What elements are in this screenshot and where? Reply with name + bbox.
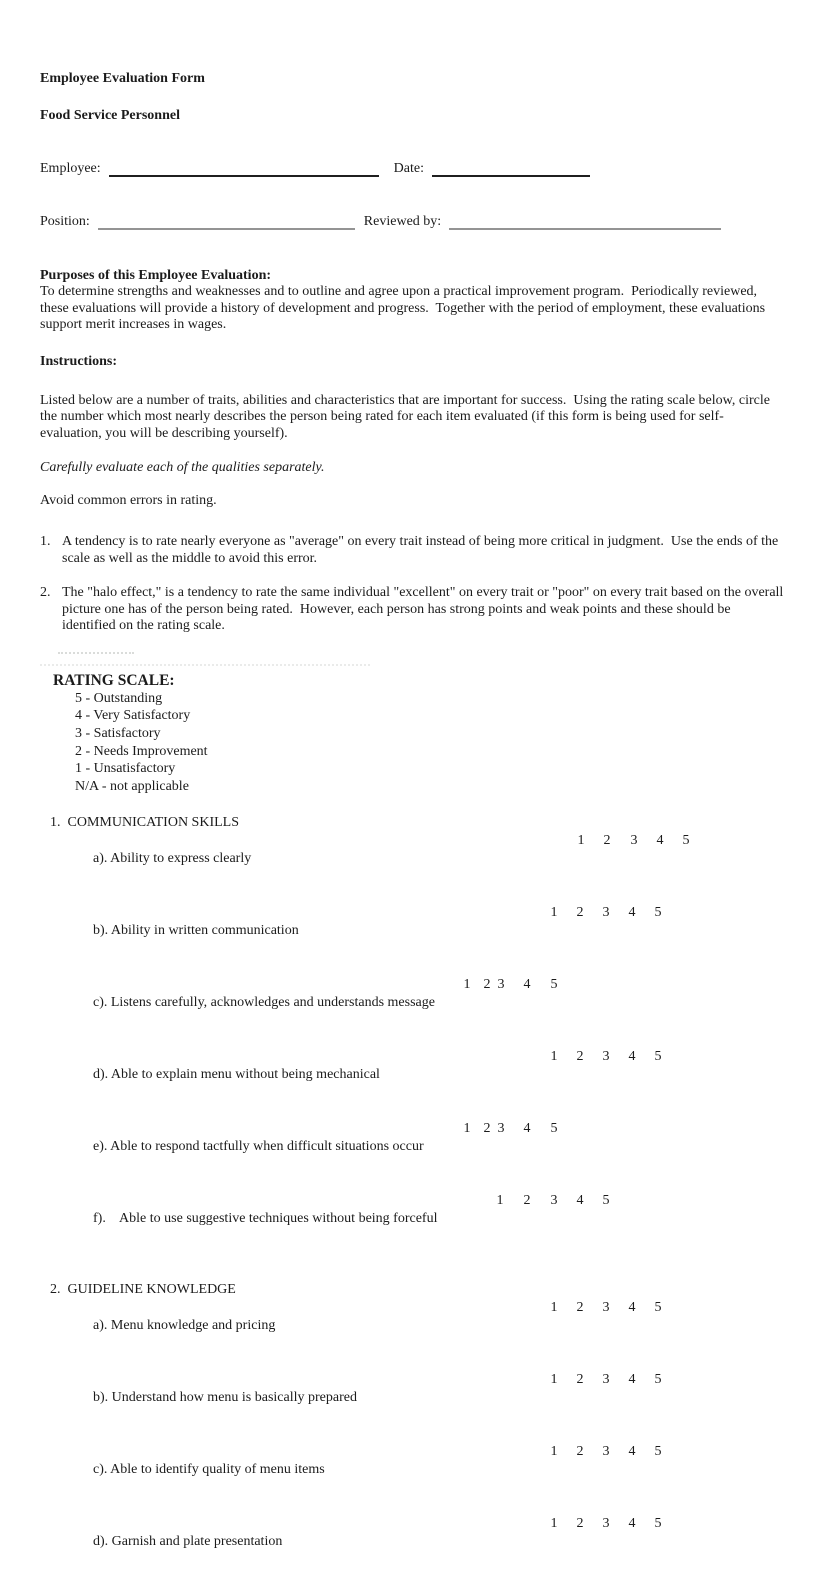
skill-row: [50, 976, 784, 1048]
section-guideline-knowledge: [50, 1281, 784, 1587]
rating-number[interactable]: 1: [550, 1299, 558, 1315]
rating-number[interactable]: 1: [550, 1048, 558, 1064]
section-title: GUIDELINE KNOWLEDGE: [67, 1281, 236, 1297]
skill-label: c). Listens carefully, acknowledges and understands message: [93, 994, 435, 1010]
position-input-line[interactable]: [98, 214, 355, 230]
skill-label: b). Ability in written communication: [93, 922, 299, 938]
rating-number[interactable]: 3: [630, 832, 638, 848]
rating-scale-level: N/A - not applicable: [75, 779, 189, 795]
skill-row: [50, 904, 784, 976]
rating-number[interactable]: 3: [602, 904, 610, 920]
date-label: Date:: [393, 161, 424, 176]
rating-scale-level: 1 - Unsatisfactory: [75, 761, 176, 777]
rating-number[interactable]: 3: [497, 1120, 505, 1136]
rating-number[interactable]: 5: [602, 1192, 610, 1208]
rating-number[interactable]: 2: [576, 1371, 584, 1387]
instructions-note: Avoid common errors in rating.: [40, 493, 217, 508]
rating-number[interactable]: 3: [602, 1443, 610, 1459]
rating-error-item: [40, 585, 787, 635]
rating-error-item: [40, 534, 784, 567]
employee-input-line[interactable]: [109, 161, 379, 177]
rating-scale-level: 2 - Needs Improvement: [75, 743, 208, 759]
rating-number[interactable]: 2: [576, 1515, 584, 1531]
rating-number[interactable]: 5: [654, 904, 662, 920]
rating-number[interactable]: 2: [603, 832, 611, 848]
rating-number[interactable]: 4: [628, 1371, 636, 1387]
rating-number[interactable]: 4: [628, 1515, 636, 1531]
error-text: The "halo effect," is a tendency to rate the same individual "excellent" on every trait or "poor" on every trait based on the overall picture one has of the person being rated. However, each person has strong points and weak points and these should be identified on the rating scale.: [62, 585, 787, 633]
skill-row: [50, 1192, 784, 1264]
rating-number[interactable]: 4: [523, 976, 531, 992]
instructions-emphasis: Carefully evaluate each of the qualities separately.: [40, 460, 325, 475]
employee-label: Employee:: [40, 161, 101, 176]
rating-number[interactable]: 1: [550, 904, 558, 920]
skill-label: c). Able to identify quality of menu items: [93, 1461, 325, 1477]
rating-number[interactable]: 1: [463, 976, 471, 992]
rating-number[interactable]: 4: [523, 1120, 531, 1136]
skill-row: [50, 832, 784, 904]
rating-scale-level: 4 - Very Satisfactory: [75, 708, 191, 724]
section-number: 2.: [50, 1281, 61, 1297]
rating-number[interactable]: 2: [483, 976, 491, 992]
rating-number[interactable]: 4: [576, 1192, 584, 1208]
skill-row: [50, 1120, 784, 1192]
instructions-heading: Instructions:: [40, 353, 118, 369]
rating-number[interactable]: 2: [576, 1048, 584, 1064]
reviewed-by-label: Reviewed by:: [363, 214, 442, 229]
section-title: COMMUNICATION SKILLS: [67, 814, 240, 830]
rating-number[interactable]: 1: [463, 1120, 471, 1136]
rating-number[interactable]: 5: [682, 832, 690, 848]
rating-number[interactable]: 4: [628, 1299, 636, 1315]
skill-row: [50, 1515, 784, 1587]
purposes-body: To determine strengths and weaknesses and to outline and agree upon a practical improvement program. Periodically reviewed, these evaluations will provide a history of development and progress. Together with the period of employment, these evaluations support merit increases in wages.: [40, 284, 769, 332]
purposes-heading: Purposes of this Employee Evaluation:: [40, 268, 272, 283]
position-reviewed-row: [40, 213, 784, 230]
rating-number[interactable]: 3: [602, 1515, 610, 1531]
rating-number[interactable]: 2: [576, 1299, 584, 1315]
error-text: A tendency is to rate nearly everyone as "average" on every trait instead of being more critical in judgment. Use the ends of the scale as well as the middle to avoid this error.: [62, 534, 782, 566]
rating-number[interactable]: 4: [628, 1048, 636, 1064]
rating-number[interactable]: 5: [654, 1443, 662, 1459]
rating-number[interactable]: 5: [654, 1371, 662, 1387]
rating-number[interactable]: 4: [656, 832, 664, 848]
employee-date-row: [40, 160, 784, 177]
form-subtitle: Food Service Personnel: [40, 108, 180, 123]
rating-number[interactable]: 1: [550, 1371, 558, 1387]
rating-number[interactable]: 1: [550, 1443, 558, 1459]
date-input-line[interactable]: [432, 161, 590, 177]
error-number: 2.: [40, 585, 51, 600]
form-title: Employee Evaluation Form: [40, 71, 205, 86]
skill-label: d). Able to explain menu without being mechanical: [93, 1066, 380, 1082]
skill-label: a). Menu knowledge and pricing: [93, 1317, 276, 1333]
skill-label: b). Understand how menu is basically prepared: [93, 1389, 357, 1405]
error-number: 1.: [40, 534, 51, 549]
rating-number[interactable]: 1: [550, 1515, 558, 1531]
rating-scale-level: 5 - Outstanding: [75, 690, 163, 706]
skill-label: e). Able to respond tactfully when difficult situations occur: [93, 1138, 424, 1154]
rating-number[interactable]: 5: [550, 976, 558, 992]
rating-scale-level: 3 - Satisfactory: [75, 725, 161, 741]
rating-number[interactable]: 5: [654, 1048, 662, 1064]
instructions-intro: Listed below are a number of traits, abilities and characteristics that are important for success. Using the rating scale below, circle the number which most nearly describes the person being rated for each item evaluated (if this form is being used for self-evaluation, you will be describing yourself).: [40, 392, 774, 441]
section-number: 1.: [50, 814, 61, 830]
skill-row: [50, 1371, 784, 1443]
rating-number[interactable]: 4: [628, 1443, 636, 1459]
rating-number[interactable]: 3: [497, 976, 505, 992]
rating-number[interactable]: 1: [496, 1192, 504, 1208]
skill-label: d). Garnish and plate presentation: [93, 1533, 283, 1549]
rating-number[interactable]: 1: [577, 832, 585, 848]
skill-label: f). Able to use suggestive techniques without being forceful: [93, 1210, 438, 1226]
rating-number[interactable]: 2: [576, 904, 584, 920]
rating-scale-heading: RATING SCALE:: [53, 671, 175, 689]
skill-row: [50, 1299, 784, 1371]
rating-number[interactable]: 4: [628, 904, 636, 920]
skill-row: [50, 1048, 784, 1120]
form-content: [40, 70, 787, 1587]
rating-number[interactable]: 2: [483, 1120, 491, 1136]
rating-number[interactable]: 2: [523, 1192, 531, 1208]
reviewed-by-input-line[interactable]: [449, 214, 721, 230]
rating-number[interactable]: 3: [602, 1371, 610, 1387]
rating-number[interactable]: 2: [576, 1443, 584, 1459]
rating-number[interactable]: 3: [602, 1048, 610, 1064]
rating-number[interactable]: 3: [602, 1299, 610, 1315]
skill-label: a). Ability to express clearly: [93, 850, 252, 866]
rating-number[interactable]: 5: [654, 1515, 662, 1531]
section-heading: [50, 1281, 784, 1299]
rating-number[interactable]: 5: [550, 1120, 558, 1136]
section-heading: [50, 814, 784, 832]
rating-number[interactable]: 3: [550, 1192, 558, 1208]
rating-scale-levels: [75, 690, 784, 796]
position-label: Position:: [40, 214, 90, 229]
rating-number[interactable]: 5: [654, 1299, 662, 1315]
section-communication-skills: [50, 814, 784, 1264]
skill-row: [50, 1443, 784, 1515]
